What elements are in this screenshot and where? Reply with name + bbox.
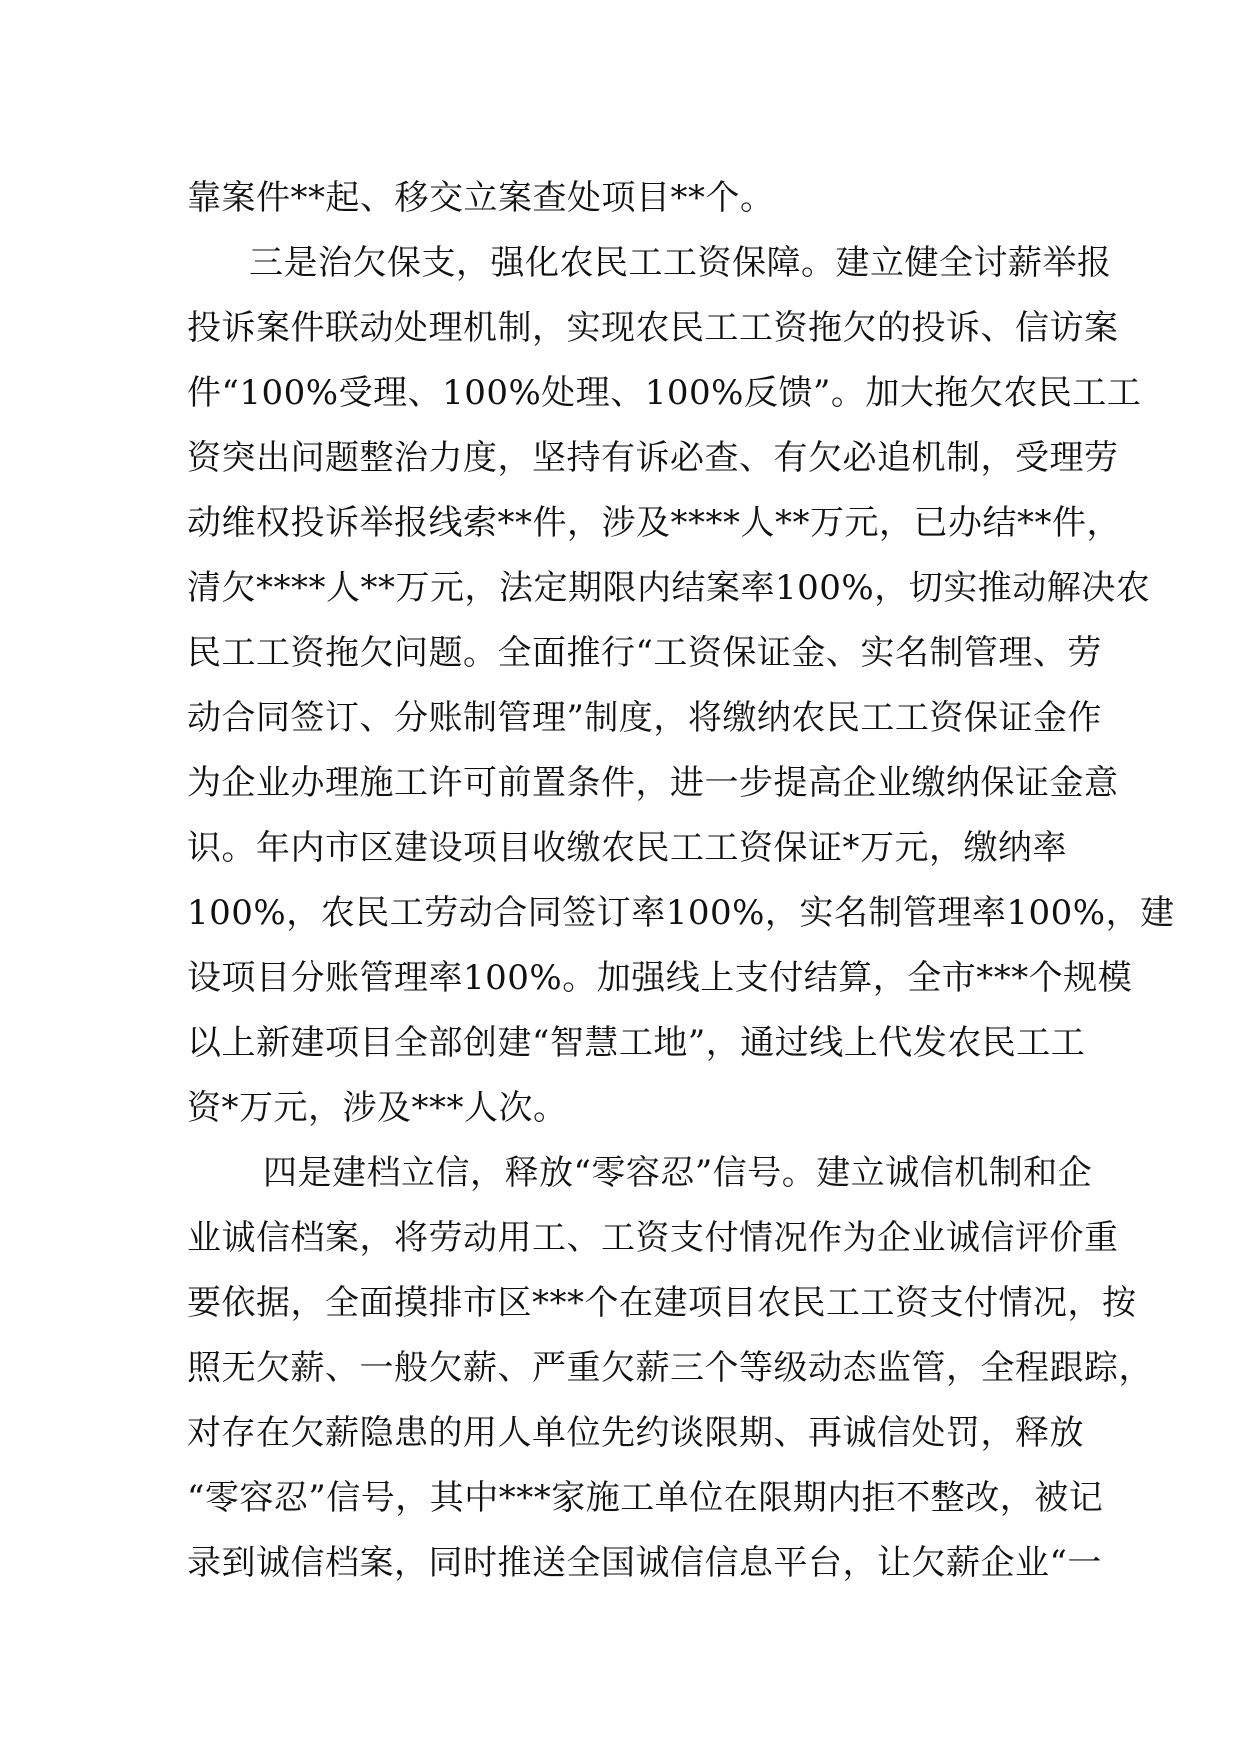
text-line: 资*万元，涉及***人次。 (187, 1088, 568, 1128)
text-line: 清欠****人**万元，法定期限内结案率100%，切实推动解决农 (187, 568, 1151, 608)
paragraph-3-first-line: 三是治欠保支，强化农民工工资保障。建立健全讨薪举报 (249, 243, 1112, 283)
text-line: 录到诚信档案，同时推送全国诚信信息平台，让欠薪企业“一 (187, 1543, 1102, 1583)
text-line: 照无欠薪、一般欠薪、严重欠薪三个等级动态监管，全程跟踪， (187, 1348, 1153, 1388)
text-line: 动维权投诉举报线索**件，涉及****人**万元，已办结**件， (187, 503, 1121, 543)
text-line: 件“100%受理、100%处理、100%反馈”。加大拖欠农民工工 (187, 373, 1142, 413)
text-line: 设项目分账管理率100%。加强线上支付结算，全市***个规模 (187, 958, 1133, 998)
text-line: 要依据，全面摸排市区***个在建项目农民工工资支付情况，按 (187, 1283, 1137, 1323)
text-line: 民工工资拖欠问题。全面推行“工资保证金、实名制管理、劳 (187, 633, 1102, 673)
text-line: “零容忍”信号，其中***家施工单位在限期内拒不整改，被记 (187, 1478, 1104, 1518)
text-line: 业诚信档案，将劳动用工、工资支付情况作为企业诚信评价重 (187, 1218, 1119, 1258)
body-text (187, 166, 1175, 1596)
text-line: 识。年内市区建设项目收缴农民工工资保证*万元，缴纳率 (187, 828, 1067, 868)
text-line: 为企业办理施工许可前置条件，进一步提高企业缴纳保证金意 (187, 763, 1119, 803)
text-line: 资突出问题整治力度，坚持有诉必查、有欠必追机制，受理劳 (187, 438, 1119, 478)
text-line: 投诉案件联动处理机制，实现农民工工资拖欠的投诉、信访案 (187, 308, 1119, 348)
text-line: 动合同签订、分账制管理”制度，将缴纳农民工工资保证金作 (187, 698, 1102, 738)
text-line: 对存在欠薪隐患的用人单位先约谈限期、再诚信处罚，释放 (187, 1413, 1084, 1453)
text-line: 100%，农民工劳动合同签订率100%，实名制管理率100%，建 (187, 893, 1175, 933)
text-line: 以上新建项目全部创建“智慧工地”，通过线上代发农民工工 (187, 1023, 1086, 1063)
text-line: 靠案件**起、移交立案查处项目**个。 (187, 178, 775, 218)
paragraph-4-first-line: 四是建档立信，释放“零容忍”信号。建立诚信机制和企 (263, 1153, 1093, 1193)
